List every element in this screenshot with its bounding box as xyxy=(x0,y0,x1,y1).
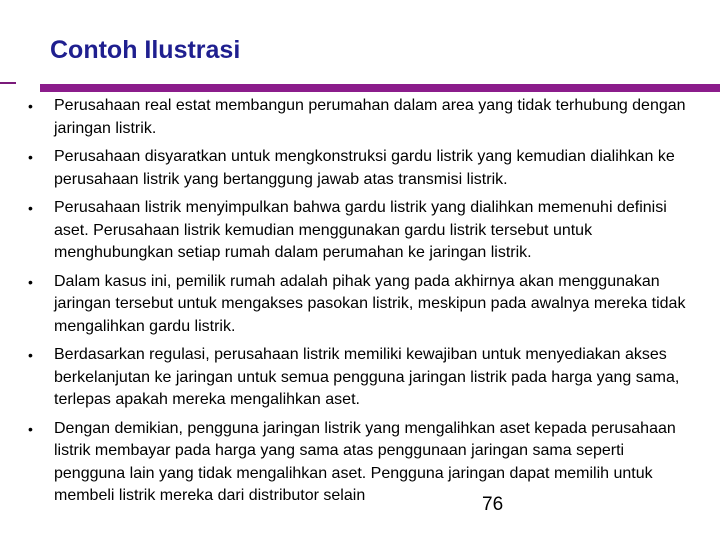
bullet-icon: • xyxy=(28,347,33,363)
bullet-text: Berdasarkan regulasi, perusahaan listrik memiliki kewajiban untuk menyediakan akses berkelanjutan ke jaringan untuk semua pengguna jaringan listrik pada harga yang sama, terlepas apakah mereka mengalihkan aset. xyxy=(54,346,680,408)
bullet-icon: • xyxy=(28,200,33,216)
bullet-icon: • xyxy=(28,149,33,165)
bullet-item xyxy=(28,146,688,191)
slide-title: Contoh Ilustrasi xyxy=(50,36,241,64)
title-underline-accent xyxy=(0,82,16,84)
bullet-item xyxy=(28,344,688,412)
bullet-item xyxy=(28,418,688,508)
bullet-item xyxy=(28,271,688,339)
bullet-text: Perusahaan real estat membangun perumahan dalam area yang tidak terhubung dengan jaringan listrik. xyxy=(54,97,686,137)
bullet-icon: • xyxy=(28,273,33,290)
page-number: 76 xyxy=(482,494,504,515)
bullet-text: Dalam kasus ini, pemilik rumah adalah pihak yang pada akhirnya akan menggunakan jaringan tersebut untuk mengakses pasokan listrik, meskipun pada awalnya mereka tidak mengalihkan gardu listrik. xyxy=(54,272,686,335)
bullet-text: Perusahaan disyaratkan untuk mengkonstruksi gardu listrik yang kemudian dialihkan ke perusahaan listrik yang bertanggung jawab atas transmisi listrik. xyxy=(54,148,675,188)
bullet-text: Dengan demikian, pengguna jaringan listrik yang mengalihkan aset kepada perusahaan listrik membayar pada harga yang sama atas penggunaan jaringan sama seperti pengguna lain yang tidak mengalihkan aset. Pengguna jaringan dapat memilih untuk membeli listrik mereka dari distributor selain xyxy=(54,419,676,504)
title-underline xyxy=(0,82,720,94)
bullet-item xyxy=(28,95,688,140)
bullet-text: Perusahaan listrik menyimpulkan bahwa gardu listrik yang dialihkan memenuhi definisi aset. Perusahaan listrik kemudian menggunakan gardu listrik tersebut untuk menghubungkan setiap rumah dalam perumahan ke jaringan listrik. xyxy=(54,199,667,261)
title-underline-bar xyxy=(40,84,720,92)
bullet-list xyxy=(28,95,688,514)
bullet-icon: • xyxy=(28,98,33,114)
bullet-icon: • xyxy=(28,420,33,437)
bullet-item xyxy=(28,197,688,265)
